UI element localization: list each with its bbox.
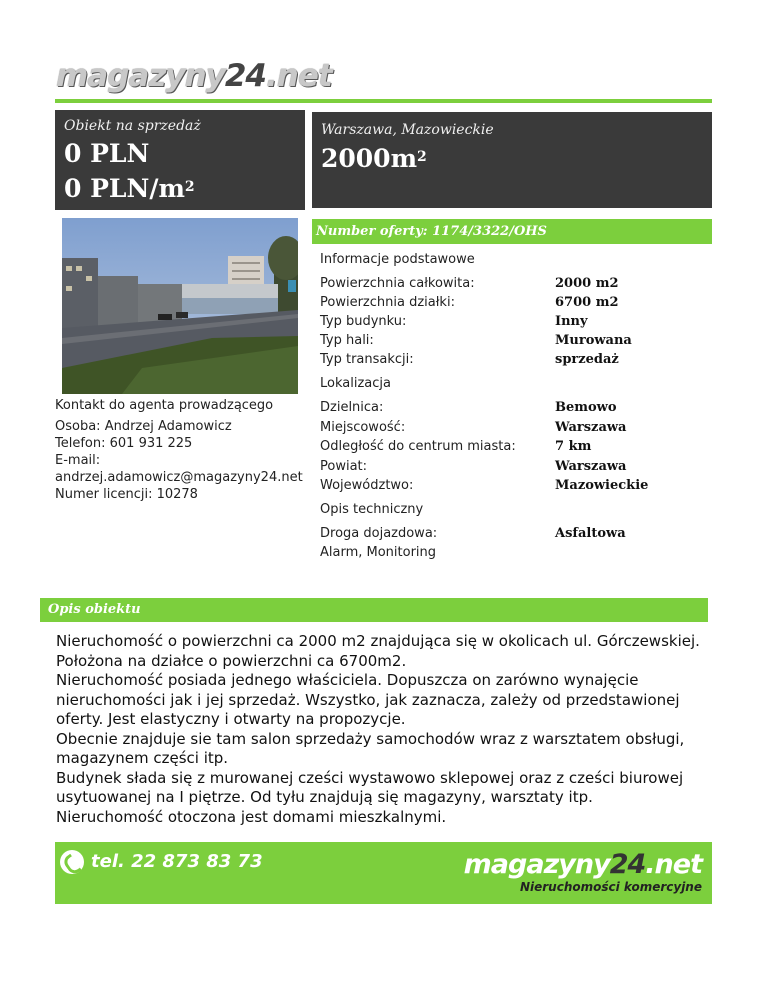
location-row: Powiat: Warszawa: [320, 459, 627, 474]
header-divider: [55, 99, 712, 103]
contact-phone[interactable]: Telefon: 601 931 225: [55, 436, 193, 451]
phone-icon: [60, 850, 84, 874]
price-box: [55, 110, 305, 210]
technical-title: Opis techniczny: [320, 502, 424, 517]
contact-email[interactable]: andrzej.adamowicz@magazyny24.net: [55, 470, 303, 485]
agent-contact: [55, 397, 310, 503]
location-row: Dzielnica: Bemowo: [320, 400, 617, 415]
info-row: Typ transakcji: sprzedaż: [320, 352, 619, 367]
price-value: 0 PLN: [64, 139, 150, 168]
area-value: $2000m^2$: [321, 144, 427, 173]
location-row: Miejscowość: Warszawa: [320, 420, 627, 435]
offer-number: Number oferty: 1174/3322/OHS: [312, 219, 712, 244]
info-row: Powierzchnia całkowita: 2000 m2: [320, 276, 619, 291]
info-row: Powierzchnia działki: 6700 m2: [320, 295, 619, 310]
contact-license: Numer licencji: 10278: [55, 487, 198, 502]
property-photo: [62, 218, 298, 394]
footer-tagline: Nieruchomości komercyjne: [519, 880, 702, 894]
technical-row: Alarm, Monitoring: [320, 545, 437, 560]
contact-person: Osoba: Andrzej Adamowicz: [55, 419, 232, 434]
footer-phone[interactable]: tel. 22 873 83 73: [91, 851, 263, 872]
location-row: Odległość do centrum miasta: 7 km: [320, 439, 592, 454]
contact-email-label: E-mail:: [55, 453, 101, 468]
footer-banner: [55, 842, 712, 904]
price-per-m2: 0 PLN/$m^2$: [64, 174, 195, 203]
technical-row: Droga dojazdowa: Asfaltowa: [320, 526, 626, 541]
location-label: Warszawa, Mazowieckie: [321, 122, 494, 138]
footer-logo[interactable]: magazyny24.net Nieruchomości komercyjne: [463, 849, 702, 894]
logo-tld: .net: [266, 58, 332, 94]
location-row: Województwo: Mazowieckie: [320, 478, 649, 493]
description-text: Nieruchomość o powierzchni ca 2000 m2 znajdująca się w okolicach ul. Górczewskiej. Położona na działce o powierzchni ca 6700m2. Nieruchomość posiada jednego właściciela. Dopuszcza on zarówno wynajęcie nieruchomości jak i jej sprzedaż. Wszystko, jak zaznacza, zależy od przedstawionej oferty. Jest elastyczny i otwarty na propozycje. Obecnie znajduje sie tam salon sprzedaży samochodów wraz z warsztatem obsługi, magazynem części itp. Budynek słada się z murowanej cześci wystawowo sklepowej oraz z cześci biurowej usytuowanej na I piętrze. Od tyłu znajdują się magazyny, warsztaty itp. Nieruchomość otoczona jest domami mieszkalnymi.: [56, 632, 700, 826]
basic-info-title: Informacje podstawowe: [320, 252, 475, 267]
contact-heading: Kontakt do agenta prowadzącego: [55, 398, 274, 413]
location-title: Lokalizacja: [320, 376, 391, 391]
logo-word: magazyny: [56, 58, 225, 94]
info-row: Typ budynku: Inny: [320, 314, 588, 329]
info-row: Typ hali: Murowana: [320, 333, 632, 348]
location-box: [312, 112, 712, 208]
description-title: Opis obiektu: [40, 598, 708, 622]
logo-number: 24: [224, 58, 266, 94]
site-logo[interactable]: [56, 58, 332, 94]
object-type-label: Obiekt na sprzedaż: [64, 118, 201, 134]
